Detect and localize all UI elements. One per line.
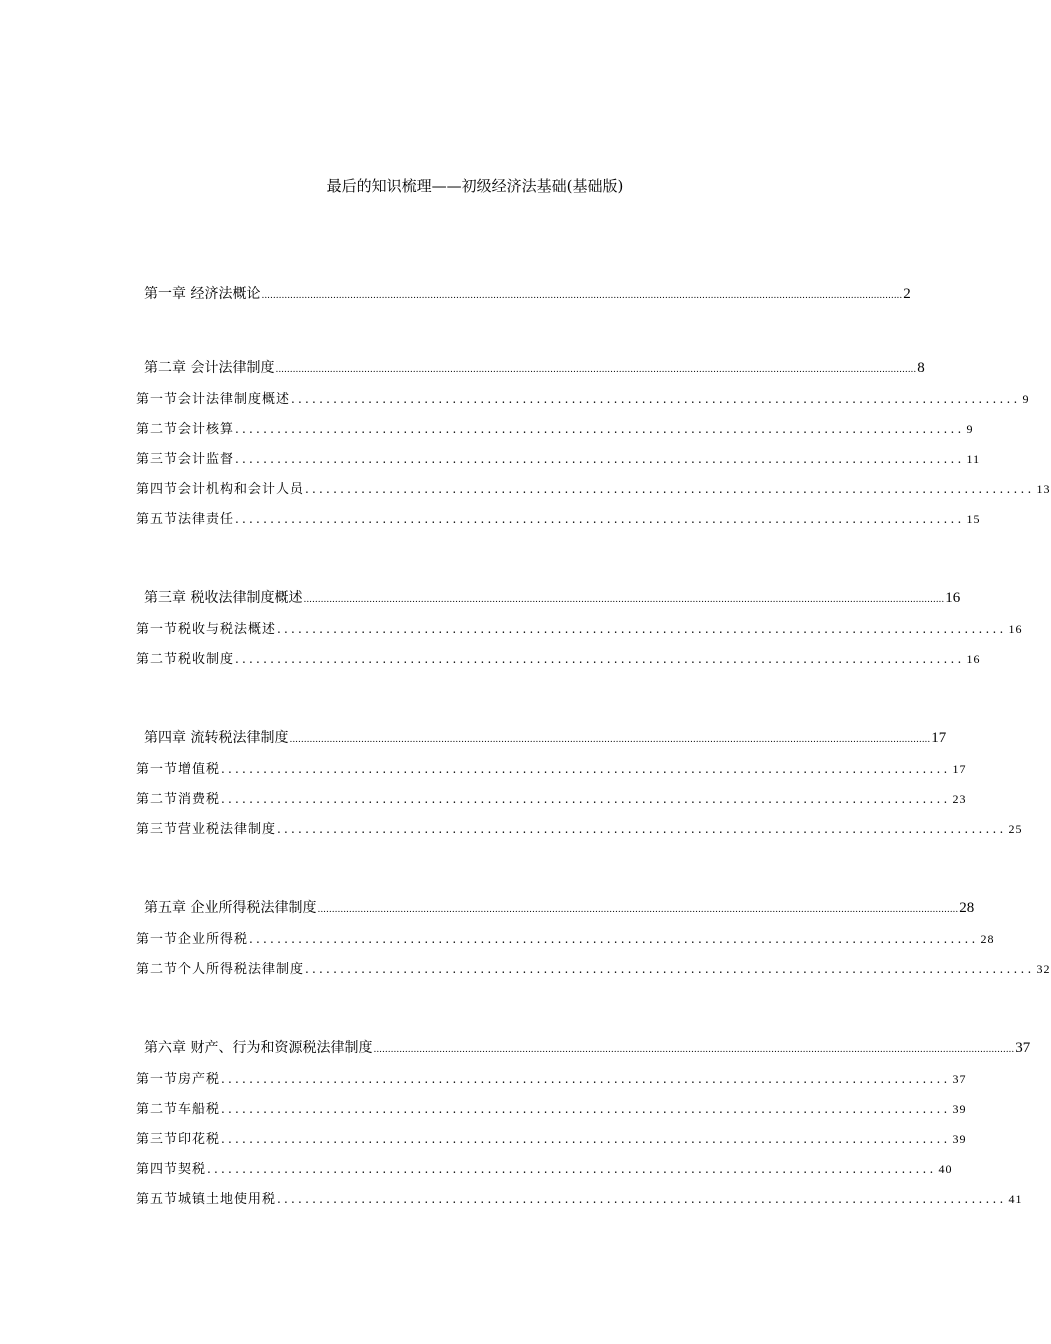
page-number: 8	[917, 360, 925, 376]
toc-section-5-1[interactable]	[136, 930, 995, 949]
chapter-label: 第六章 财产、行为和资源税法律制度	[144, 1040, 373, 1056]
page-number: 2	[903, 286, 911, 302]
toc-chapter-6[interactable]	[144, 1038, 1031, 1060]
toc-section-2-5[interactable]	[136, 510, 981, 529]
page-number: 40	[938, 1162, 953, 1176]
page-number: 9	[966, 422, 974, 436]
dot-leader: ........................................................................................................	[207, 1162, 937, 1176]
section-label: 第四节契税	[136, 1162, 207, 1177]
page-number: 16	[945, 590, 961, 606]
page-number: 16	[966, 652, 981, 666]
document-title: 最后的知识梳理——初级经济法基础(基础版)	[326, 177, 624, 195]
page-number: 32	[1036, 962, 1051, 976]
dot-leader: ........................................................................................................	[277, 622, 1007, 636]
dot-leader: ................................................................................................................................................................................................................................	[303, 595, 945, 605]
dot-leader: ................................................................................................................................................................................................................................	[317, 905, 959, 915]
dot-leader: ........................................................................................................	[221, 1132, 951, 1146]
page-number: 16	[1008, 622, 1023, 636]
toc-chapter-3[interactable]	[144, 588, 961, 610]
dot-leader: ........................................................................................................	[221, 1102, 951, 1116]
toc-section-4-1[interactable]	[136, 760, 967, 779]
page-number: 17	[931, 730, 947, 746]
toc-section-2-4[interactable]	[136, 480, 1051, 499]
toc-section-4-2[interactable]	[136, 790, 967, 809]
dot-leader: ........................................................................................................	[221, 762, 951, 776]
toc-chapter-2[interactable]	[144, 358, 925, 380]
section-label: 第三节印花税	[136, 1132, 221, 1147]
section-label: 第一节企业所得税	[136, 932, 249, 947]
toc-section-6-1[interactable]	[136, 1070, 967, 1089]
toc-section-6-2[interactable]	[136, 1100, 967, 1119]
chapter-label: 第二章 会计法律制度	[144, 360, 275, 376]
toc-section-6-4[interactable]	[136, 1160, 953, 1179]
page-number: 39	[952, 1132, 967, 1146]
section-label: 第四节会计机构和会计人员	[136, 482, 305, 497]
toc-section-4-3[interactable]	[136, 820, 1023, 839]
section-label: 第一节税收与税法概述	[136, 622, 277, 637]
toc-section-6-3[interactable]	[136, 1130, 967, 1149]
toc-section-2-1[interactable]	[136, 390, 1030, 409]
section-label: 第一节会计法律制度概述	[136, 392, 291, 407]
chapter-label: 第四章 流转税法律制度	[144, 730, 289, 746]
chapter-label: 第五章 企业所得税法律制度	[144, 900, 317, 916]
dot-leader: ................................................................................................................................................................................................................................	[275, 365, 917, 375]
toc-section-3-2[interactable]	[136, 650, 981, 669]
section-label: 第二节会计核算	[136, 422, 235, 437]
page-number: 17	[952, 762, 967, 776]
dot-leader: ................................................................................................................................................................................................................................	[289, 735, 931, 745]
dot-leader: ................................................................................................................................................................................................................................	[373, 1045, 1015, 1055]
page-number: 28	[959, 900, 975, 916]
toc-section-3-1[interactable]	[136, 620, 1023, 639]
dot-leader: ........................................................................................................	[305, 962, 1035, 976]
page-number: 37	[952, 1072, 967, 1086]
dot-leader: ........................................................................................................	[235, 512, 965, 526]
section-label: 第二节个人所得税法律制度	[136, 962, 305, 977]
dot-leader: ................................................................................................................................................................................................................................	[261, 291, 903, 301]
section-label: 第五节城镇土地使用税	[136, 1192, 277, 1207]
dot-leader: ........................................................................................................	[235, 452, 965, 466]
dot-leader: ........................................................................................................	[277, 822, 1007, 836]
toc-section-6-5[interactable]	[136, 1190, 1023, 1209]
page-number: 15	[966, 512, 981, 526]
dot-leader: ........................................................................................................	[221, 792, 951, 806]
page-number: 28	[980, 932, 995, 946]
toc-chapter-5[interactable]	[144, 898, 975, 920]
section-label: 第五节法律责任	[136, 512, 235, 527]
section-label: 第一节房产税	[136, 1072, 221, 1087]
section-label: 第一节增值税	[136, 762, 221, 777]
dot-leader: ........................................................................................................	[221, 1072, 951, 1086]
section-label: 第二节车船税	[136, 1102, 221, 1117]
dot-leader: ........................................................................................................	[235, 652, 965, 666]
page-number: 13	[1036, 482, 1051, 496]
page-number: 23	[952, 792, 967, 806]
toc-section-2-3[interactable]	[136, 450, 981, 469]
toc-chapter-1[interactable]	[144, 284, 911, 306]
chapter-label: 第三章 税收法律制度概述	[144, 590, 303, 606]
page-number: 11	[966, 452, 981, 466]
page-number: 39	[952, 1102, 967, 1116]
dot-leader: ........................................................................................................	[235, 422, 965, 436]
section-label: 第二节消费税	[136, 792, 221, 807]
page-number: 25	[1008, 822, 1023, 836]
section-label: 第三节会计监督	[136, 452, 235, 467]
dot-leader: ........................................................................................................	[305, 482, 1035, 496]
section-label: 第二节税收制度	[136, 652, 235, 667]
section-label: 第三节营业税法律制度	[136, 822, 277, 837]
page-number: 41	[1008, 1192, 1023, 1206]
dot-leader: ........................................................................................................	[291, 392, 1021, 406]
toc-section-5-2[interactable]	[136, 960, 1051, 979]
page-number: 9	[1022, 392, 1030, 406]
toc-section-2-2[interactable]	[136, 420, 974, 439]
dot-leader: ........................................................................................................	[277, 1192, 1007, 1206]
dot-leader: ........................................................................................................	[249, 932, 979, 946]
chapter-label: 第一章 经济法概论	[144, 286, 261, 302]
toc-chapter-4[interactable]	[144, 728, 947, 750]
page-number: 37	[1015, 1040, 1031, 1056]
